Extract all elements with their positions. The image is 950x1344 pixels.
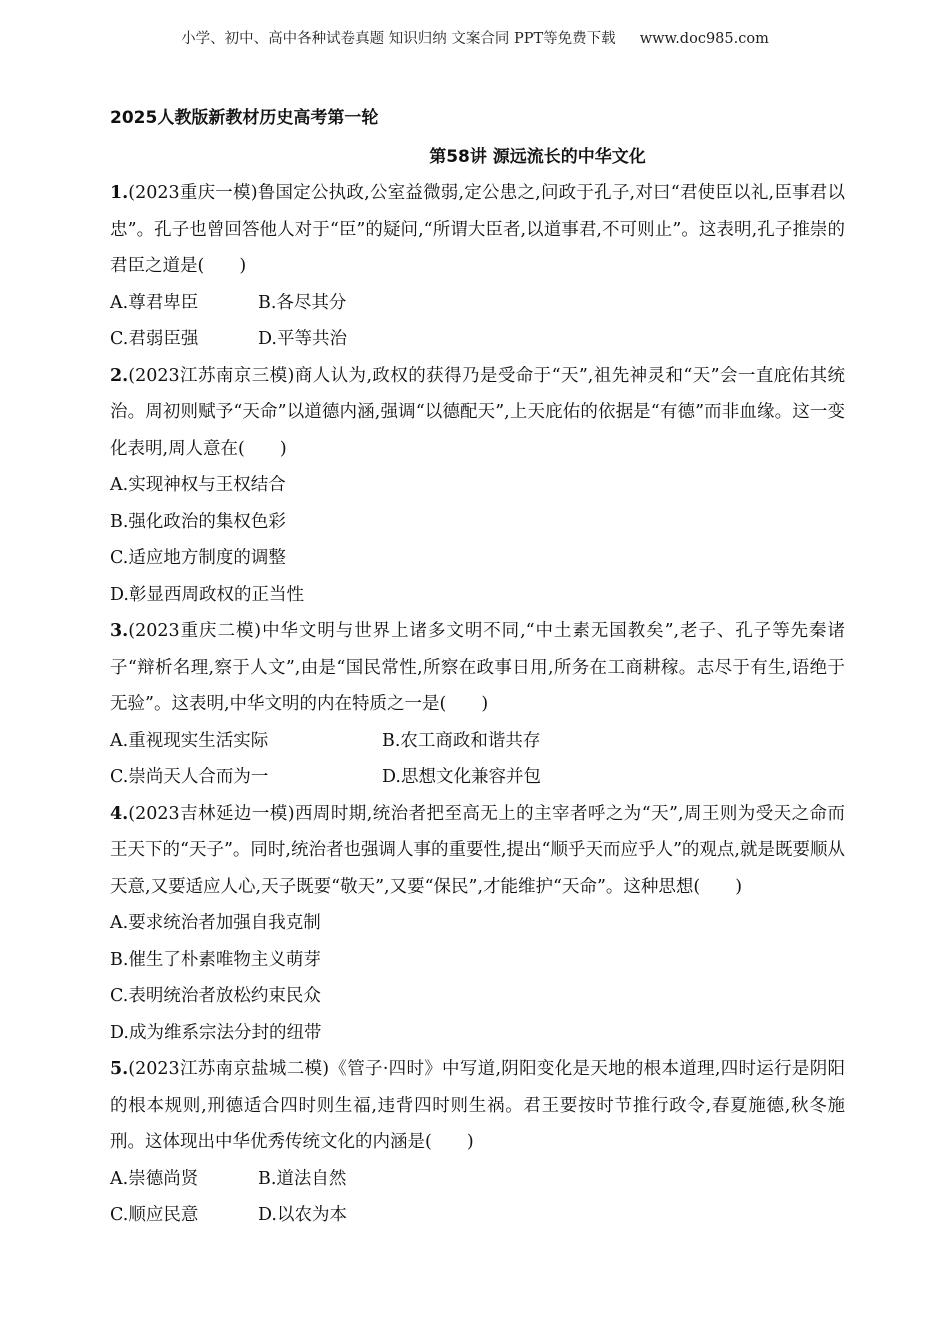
option-a[interactable]: A.要求统治者加强自我克制 <box>110 913 321 933</box>
page-header <box>0 27 950 48</box>
option-d[interactable]: D.成为维系宗法分封的纽带 <box>110 1022 322 1043</box>
question-number: 3. <box>110 621 129 641</box>
option-d[interactable]: D.思想文化兼容并包 <box>382 767 541 787</box>
option-b[interactable]: B.催生了朴素唯物主义萌芽 <box>110 949 321 970</box>
question-number: 5. <box>110 1059 129 1079</box>
option-c[interactable]: C.崇尚天人合而为一 <box>110 767 269 787</box>
options-row <box>110 1197 845 1234</box>
option-c[interactable]: C.顺应民意 <box>110 1205 199 1225</box>
question-4 <box>110 796 845 1052</box>
option-d[interactable]: D.平等共治 <box>258 329 347 349</box>
question-text: (2023江苏南京三模)商人认为,政权的获得乃是受命于“天”,祖先神灵和“天”会一直庇佑其统治。周初则赋予“天命”以道德内涵,强调“以德配天”,上天庇佑的依据是“有德”而非血缘。这一变化表明,周人意在( ) <box>110 365 845 459</box>
document-title: 2025人教版新教材历史高考第一轮 <box>110 108 379 128</box>
option-a[interactable]: A.实现神权与王权结合 <box>110 475 286 495</box>
question-text: (2023重庆二模)中华文明与世界上诸多文明不同,“中土素无国教矣”,老子、孔子等先秦诸子“辩析名理,察于人文”,由是“国民常性,所察在政事日用,所务在工商耕稼。志尽于有生,语绝于无验”。这表明,中华文明的内在特质之一是( ) <box>110 621 845 714</box>
question-number: 4. <box>110 803 129 824</box>
options-row <box>110 285 845 322</box>
question-number: 2. <box>110 365 129 386</box>
question-number: 1. <box>110 183 129 203</box>
option-a[interactable]: A.重视现实生活实际 <box>110 730 269 751</box>
option-c[interactable]: C.君弱臣强 <box>110 329 199 349</box>
lecture-title: 第58讲 源远流长的中华文化 <box>429 146 646 167</box>
header-site-text: 小学、初中、高中各种试卷真题 知识归纳 文案合同 PPT等免费下载 <box>181 31 616 47</box>
option-d[interactable]: D.以农为本 <box>258 1205 347 1225</box>
question-5 <box>110 1051 845 1234</box>
question-text: (2023江苏南京盐城二模)《管子·四时》中写道,阴阳变化是天地的根本道理,四时运行是阴阳的根本规则,刑德适合四时则生福,违背四时则生祸。君王要按时节推行政令,春夏施德,秋冬施刑。这体现出中华优秀传统文化的内涵是( ) <box>110 1059 845 1152</box>
question-3 <box>110 613 845 796</box>
question-stem <box>110 796 845 906</box>
option-a[interactable]: A.崇德尚贤 <box>110 1168 199 1189</box>
option-a[interactable]: A.尊君卑臣 <box>110 292 199 313</box>
option-b[interactable]: B.农工商政和谐共存 <box>382 730 541 751</box>
document-body <box>110 100 845 1234</box>
question-stem <box>110 358 845 468</box>
option-b[interactable]: B.各尽其分 <box>258 292 347 313</box>
option-d[interactable]: D.彰显西周政权的正当性 <box>110 584 304 605</box>
question-1 <box>110 175 845 358</box>
question-stem <box>110 175 845 285</box>
option-c[interactable]: C.适应地方制度的调整 <box>110 548 286 568</box>
question-stem <box>110 1051 845 1161</box>
question-stem <box>110 613 845 723</box>
option-c[interactable]: C.表明统治者放松约束民众 <box>110 986 321 1006</box>
option-b[interactable]: B.道法自然 <box>258 1168 347 1189</box>
question-text: (2023重庆一模)鲁国定公执政,公室益微弱,定公患之,问政于孔子,对曰“君使臣以礼,臣事君以忠”。孔子也曾回答他人对于“臣”的疑问,“所谓大臣者,以道事君,不可则止”。这表明,孔子推崇的君臣之道是( ) <box>110 183 845 276</box>
question-2 <box>110 358 845 614</box>
options-row <box>110 723 845 760</box>
options-row <box>110 1161 845 1198</box>
options-row <box>110 759 845 796</box>
header-url: www.doc985.com <box>639 31 769 47</box>
options-row <box>110 321 845 358</box>
option-b[interactable]: B.强化政治的集权色彩 <box>110 511 286 532</box>
question-text: (2023吉林延边一模)西周时期,统治者把至高无上的主宰者呼之为“天”,周王则为受天之命而王天下的“天子”。同时,统治者也强调人事的重要性,提出“顺乎天而应乎人”的观点,就是既要顺从天意,又要适应人心,天子既要“敬天”,又要“保民”,才能维护“天命”。这种思想( ) <box>110 803 845 897</box>
